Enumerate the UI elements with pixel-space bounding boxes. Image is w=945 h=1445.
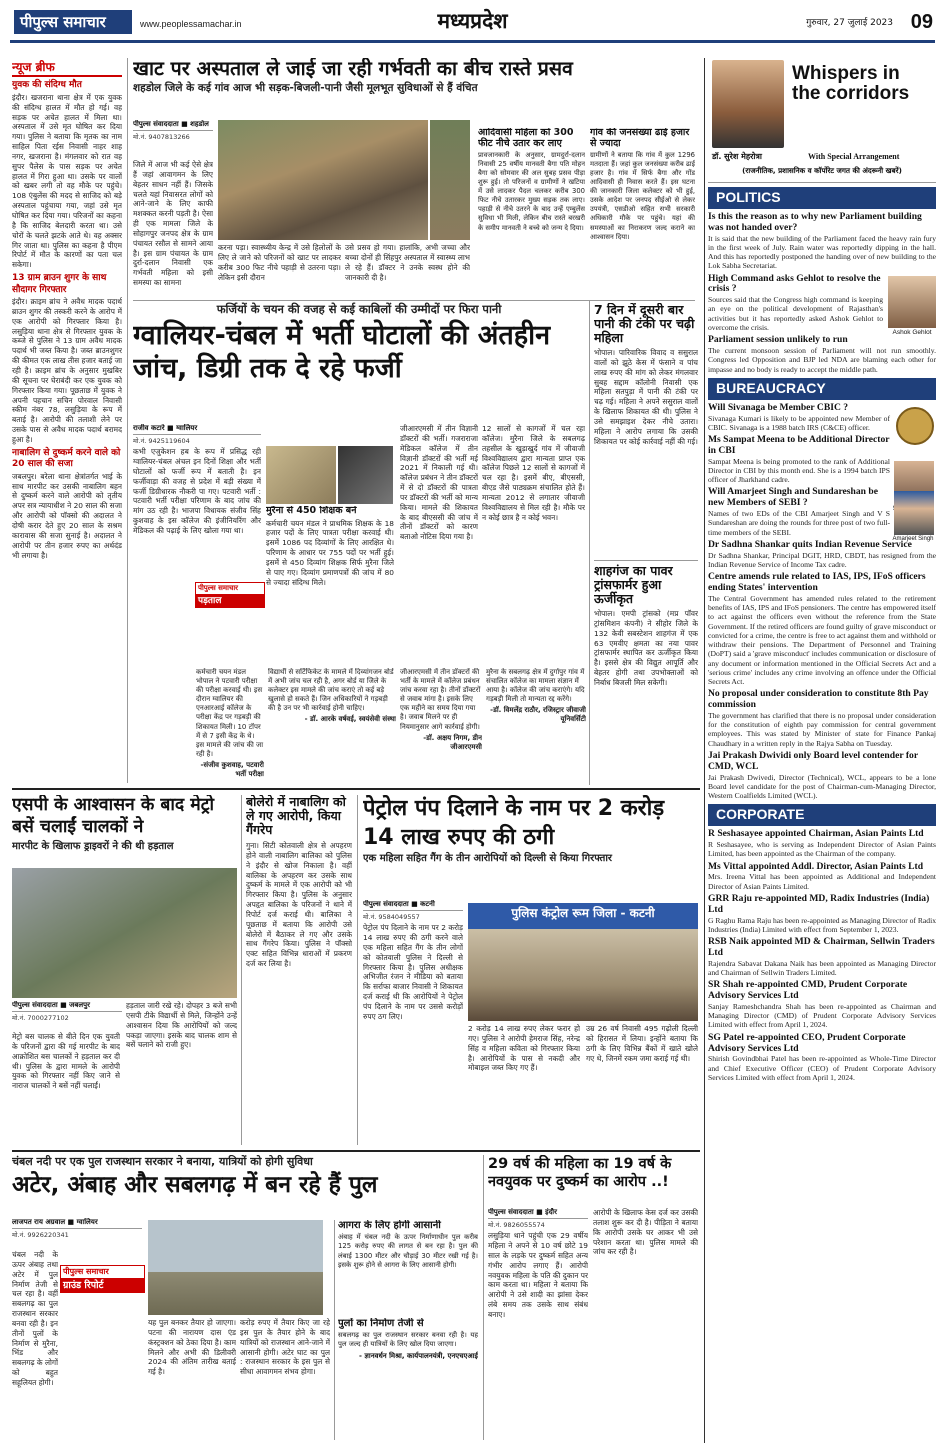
story-headline: शाहगंज का पावर ट्रांसफार्मर हुआ ऊर्जीकृत <box>594 564 673 606</box>
reporter-mobile: मो.नं. 9826055574 <box>488 1220 545 1229</box>
corporate-item-body: Shirish Govindbhai Patel has been re-appointed as Whole-Time Director and Chief Executive Officer (CEO) of Prudent Corporate Advisory Services Limited with effect from April 1, 2024. <box>708 1054 936 1082</box>
ground-report-badge <box>60 1265 145 1299</box>
byline: लाजपत राय अग्रवाल ■ ग्वालियर <box>12 1218 142 1229</box>
bureaucracy-item-headline: Dr Sadhna Shankar quits Indian Revenue Service <box>708 538 912 550</box>
box-body: अंबाह में चंबल नदी के ऊपर निर्माणाधीन पुल करीब 125 करोड़ रुपए की लागत से बन रहा है। पुल की लंबाई 1300 मीटर और चौड़ाई 30 मीटर रखी गई है। इसके शुरू होने से आगरा के लिए आसानी होगी। <box>338 1233 478 1269</box>
quote-text: मुरैना के सबलगढ़ क्षेत्र में दुर्गापुर गांव में संचालित कॉलेज का मामला संज्ञान में आया है। कॉलेज की जांच कराएंगे। यदि गड़बड़ी मिली तो मान्यता रद्द करेंगे। <box>486 668 585 704</box>
expert-quote <box>486 668 586 782</box>
quote-signature: -संजीव कुशवाह, पटवारी भर्ती परीक्षा <box>200 760 264 779</box>
brief-body: इंदौर। क्राइम ब्रांच ने अवैध मादक पदार्थ ब्राउन शुगर की तस्करी करने के आरोप में एक आरोपी को गिरफ्तार किया है। लसुड़िया थाना क्षेत्र से गिरफ्तार युवक के कब्जे से पुलिस ने 13 ग्राम अवैध मादक पदार्थ भी जब्त किया है। जब्त ब्राउनशुगर की कीमत एक लाख तीस हजार बताई जा रही है। क्राइम ब्रांच के अनुसार मुखबिर की सूचना पर घेराबंदी कर एक युवक को गिरफ्तार किया गया। पूछताछ में युवक ने अपनी पहचान सचिन पोरवाल निवासी स्कीम नंबर 78, लसुड़िया के रूप में बताई है। आरोपी की तलाशी लेने पर उसके पास से अवैध मादक पदार्थ बरामद हुआ है। <box>12 297 122 444</box>
box-body: ग्रामीणों ने बताया कि गांव में कुल 1296 मतदाता हैं। जहां कुल जनसंख्या करीब ढाई हजार है। गांव में सिर्फ बैगा और गोंड आदिवासी ही निवास करते हैं। इस घटना की जानकारी जिला कलेक्टर को भी हुई, उसके आदेश पर जनपद सीईओ से लेकर उपयंत्री, एसडीओ सहित सभी सरकारी अधिकारी मौके पर पहुंचे। यहां की समस्याओं का निराकरण जल्द कराने का आश्वासन दिया। <box>590 151 695 241</box>
bureaucracy-header: BUREAUCRACY <box>708 378 936 400</box>
story-woman-water-tank <box>594 303 698 553</box>
byline: पीपुल्स संवाददाता ■ कटनी <box>363 900 463 911</box>
story-recruitment-scam <box>133 302 585 422</box>
story-body-col: यह पुल बनकर तैयार हो जाएगा। पटना की नारायण दास एंड कंस्ट्रक्शन को ठेका दिया है। काम मिलने और अभी की डिलीवरी 2024 की अंतिम तारीख बताई गई है। <box>148 1318 236 1377</box>
bureaucracy-item-headline: Will Sivanaga be Member CBIC ? <box>708 401 849 413</box>
story-body-col: लसुड़िया थाने पहुंची एक 29 वर्षीय महिला ने अपने से 10 वर्ष छोटे 19 साल के लड़के पर दुष्कर्म सहित अन्य गंभीर आरोप लगाए हैं। आरोपी नवयुवक महिला के पति की दुकान पर काम करता था। महिला ने बताया कि आरोपी ने उसे शादी का झांसा देकर लंबे समय तक उसके साथ संबंध बनाए। <box>488 1231 588 1320</box>
bureaucracy-item-body: The government has clarified that there is no proposal under consideration for the constitution of eighth pay commission for central government employees. This was stated by Minister of state for Finance Pankaj Chaudhary in a written reply in the Rajya Sabha on Tuesday. <box>708 710 936 748</box>
masthead <box>0 0 945 46</box>
story-chambal-bridges <box>12 1155 482 1215</box>
story-body-col: पेट्रोल पंप दिलाने के नाम पर 2 करोड़ 14 लाख रुपए की ठगी करने वाले एक महिला सहित गैंग के तीन लोगों को कोतवाली पुलिस ने दिल्ली से गिरफ्तार किया है। पुलिस अधीक्षक अभिजीत रंजन ने मीडिया को बताया कि सर्राफा बाजार निवासी ने शिकायत दर्ज कराई थी कि आरोपियों ने पेट्रोल पंप दिलाने के नाम पर उससे करोड़ों रुपए ठग लिए। <box>363 923 463 1021</box>
politics-item-headline: High Command asks Gehlot to resolve the crisis ? <box>708 272 881 295</box>
box-body: सबलगढ़ का पुल राजस्थान सरकार बनवा रही है। यह पुल जल्द ही यात्रियों के लिए खोल दिया जाएगा। <box>338 1331 478 1349</box>
box-headline: पुलों का निर्माण तेजी से <box>338 1318 424 1329</box>
whispers-column <box>708 58 936 1443</box>
brief-headline: नाबालिग से दुष्कर्म करने वाले को 20 साल की सजा <box>12 447 121 470</box>
story-box <box>478 128 585 293</box>
quote-signature: - ज्ञानवर्धन मिश्रा, कार्यपालनयंत्री, एनएचएआई <box>359 1351 478 1360</box>
story-headline: बोलेरो में नाबालिग को ले गए आरोपी, किया गैंगरेप <box>246 795 346 837</box>
story-subhead: एक महिला सहित गैंग के तीन आरोपियों को दिल्ली से किया गिरफ्तार <box>363 853 613 865</box>
badge-label: ग्राउंड रिपोर्ट <box>60 1279 145 1293</box>
corporate-item-body: R Seshasayee, who is serving as Independent Director of Asian Paints Limited, has been appointed as the Chairman of the company. <box>708 840 936 859</box>
corporate-item-body: Rajendra Sabavat Dakana Naik has been appointed as Managing Director and Chairman of Sellwin Traders Limited. <box>708 958 936 978</box>
photo-bridge-pillars <box>148 1220 323 1315</box>
quote-text: जीआरएमसी में तीन डॉक्टरों की भर्ती के मामले में कॉलेज प्रबंधन जांच करवा रहा है। तीनों डॉक्टरों से जवाब मांगा है। इसके लिए एक महीने का समय दिया गया है। जवाब मिलने पर ही नियमानुसार आगे कार्रवाई होगी। <box>400 668 481 731</box>
expert-quote <box>400 668 482 782</box>
story-headline: ग्वालियर-चंबल में भर्ती घोटालों की अंतहीन जांच, डिग्री तक दे रहे फर्जी <box>133 319 551 384</box>
story-body-col: उम्र 26 वर्ष निवासी 495 गढ़ोली दिल्ली को हिरासत में लिया। इन्होंने बताया कि ठगी के लिए विभिन्न बैंकों में खाते खोले गए थे, जिनमें रकम जमा कराई गई थी। <box>586 1024 698 1063</box>
corporate-item-body: Mrs. Ireena Vittal has been appointed as Additional and Independent Director of Asian Paints Limited. <box>708 872 936 891</box>
story-bolero-case <box>246 795 352 1145</box>
photo-stack-of-files <box>266 446 336 504</box>
expert-quote <box>268 668 396 782</box>
corporate-item-headline: RSB Naik appointed MD & Chairman, Sellwin Traders Ltd <box>708 936 935 958</box>
columnist-photo <box>712 60 784 148</box>
politics-item-headline: Is this the reason as to why new Parliament building was not handed over? <box>708 210 922 233</box>
brief-headline: 13 ग्राम ब्राउन शुगर के साथ सौदागर गिरफ्तार <box>12 273 107 295</box>
corporate-item-headline: Ms Vittal appointed Addl. Director, Asian Paints Ltd <box>708 860 924 872</box>
brief-item <box>12 448 122 561</box>
badge-label: पड़ताल <box>195 595 265 609</box>
story-body-col: उसे प्रसव हो गया। हालांकि, अभी जच्चा और बच्चा दोनों ही सिंहपुर अस्पताल में स्वास्थ्य लाभ ले रहे हैं। डॉक्टर ने उनके स्वस्थ होने की जानकारी दी है। <box>345 243 470 282</box>
bureaucracy-item-body: Sivanaga Kumari is likely to be appointed new Member of CBIC. Sivanaga is a 1988 batch IRS (C&CE) officer. <box>708 413 890 432</box>
photo-villagers-carrying-cot <box>218 120 428 240</box>
story-body-col: करोड़ रुपए में तैयार किए जा रहे इस पुल के तैयार होने के बाद यात्रियों को राजस्थान आने-जाने में आसानी होगी। अटेर घाट का पुल : राजस्थान सरकार के इस पुल से सीधा आवागमन संभव होगा। <box>240 1318 330 1377</box>
bureaucracy-item-headline: No proposal under consideration to constitute 8th Pay commission <box>708 688 929 711</box>
sidebar-mini-story <box>266 506 394 666</box>
expert-quote <box>196 668 264 782</box>
byline: पीपुल्स संवाददाता ■ शहडोल <box>133 120 213 131</box>
story-text: जीआरएमसी में तीन विज्ञानी डॉक्टरों की भर्ती। गजराराजा मेडिकल कॉलेज में तीन विज्ञानी डॉक्टरों की भर्ती मई 2021 में निकाली गई थी। कॉलेज प्रबंधन ने तीन डॉक्टरों में से दो डॉक्टरों की पात्रता पर डॉक्टरों की भर्ती को मान्य किया। मामले की शिकायत के बाद बीएससी की जांच में तीनों डॉक्टरों को कारण बताओ नोटिस दिया गया है। <box>400 424 478 542</box>
story-petrol-pump-fraud <box>363 795 698 895</box>
investigation-badge <box>195 582 265 612</box>
corporate-item-headline: R Seshasayee appointed Chairman, Asian Paints Ltd <box>708 828 924 840</box>
box-body: प्रावजानकारी के अनुसार, ग्रामदुर्रा-दलान निवासी 25 वर्षीय मानवती बैगा पति मोहन बैगा को सोमवार की अल सुबह प्रसव पीड़ा शुरू हुई। तो परिजनों व ग्रामीणों ने खटिया में उसे लादकर पैदल चलकर करीब 300 फिट नीचे उतारकर मुख्य सड़क तक लाए। पहाड़ी से नीचे उतरने के बाद उन्हें एम्बुलेंस सुविधा भी मिली, लेकिन बीच रास्ते बरखरी के समीप मानवती ने बच्चे को जन्म दे दिया। <box>478 151 585 232</box>
photo-police-press-conference <box>468 903 698 1021</box>
quote-text: कर्मचारी चयन मंडल भोपाल ने पटवारी परीक्षा की परीक्षा करवाई थी। इस दौरान ग्वालियर की एनआरआई कॉलेज के परीक्षा केंद्र पर गड़बड़ी की शिकायत मिली। 10 टॉपर में से 7 इसी केंद्र के थे। इस मामले की जांच की जा रही है। <box>196 668 264 758</box>
story-woman-accusation <box>488 1155 698 1205</box>
reporter-mobile: मो.नं. 9425119604 <box>133 436 190 445</box>
bureaucracy-item-body: The Central Government has amended rules related to the retirement benefits of IAS, IPS and IFoS pensioners. The centre has empowered itself to act against the officers even without the reference from the State Government. If the retired officers are found guilty of grave misconduct or convicted for a crime, the centre is free to act against them and withhold or withdraw their pensions. The Department of Personnel and Training (DoPT) said a 'grave misconduct' includes communication or disclosure of any document or information mentioned in the Official Secrets Act and a 'serious crime' includes any crime involving an offence under the Official Secrets Act. <box>708 593 936 687</box>
photo-caption: Ashok Gehlot <box>892 328 932 336</box>
issue-date: गुरुवार, 27 जुलाई 2023 <box>806 18 893 28</box>
politics-item-headline: Parliament session unlikely to run <box>708 334 848 346</box>
police-banner-text: पुलिस कंट्रोल रूम जिला - कटनी <box>511 906 655 920</box>
story-body-col: कर्मचारी चयन मंडल ने प्राथमिक शिक्षक के 18 हजार पदों के लिए पात्रता परीक्षा करवाई थी। इसमें 1086 पद दिव्यांगों के लिए आरक्षित थे। परिणाम के आधार पर 755 पदों पर भर्ती हुई। इसमें से 450 दिव्यांग शिक्षक सिर्फ मुरैना जिले से पाए गए। दिव्यांग प्रमाणपत्रों की जांच में 80 से ज्यादा संदिग्ध मिले। <box>266 518 394 587</box>
bureaucracy-item-headline: Ms Sampat Meena to be Additional Director in CBI <box>708 434 890 456</box>
badge-brand: पीपुल्स समाचार <box>60 1265 145 1279</box>
story-body-col <box>482 424 585 664</box>
ashok-gehlot-photo <box>888 276 936 328</box>
brief-headline: युवक की संदिग्ध मौत <box>12 80 82 91</box>
section-title: मध्यप्रदेश <box>437 9 508 33</box>
news-brief-column <box>12 60 122 770</box>
brief-body: जबलपुर। बरेला थाना क्षेत्रांतर्गत भाई के साथ मारपीट कर उसकी नाबालिग बहन से दुष्कर्म करने वाले आरोपी को तृतीय अपर सत्र न्यायाधीश ने 20 साल की सजा और आरोपी को पॉक्सो की अदालत ने दोषी करार देते हुए 20 साल के सश्रम कारावास की सजा सुनाई है। अदालत ने आरोपी पर तीन हजार रुपए का अर्थदंड भी लगाया है। <box>12 471 122 560</box>
badge-brand: पीपुल्स समाचार <box>195 582 265 595</box>
story-text: 12 सालों से कागजों में चल रहा कॉलेज। मुरैना जिले के सबलगढ़ तहसील के खुड़ाखुर्द गांव में जीवाजी विश्वविद्यालय द्वारा मान्यता प्राप्त एक कॉलेज पिछले 12 सालों से कागजों में चल रहा है। इसमें बीए, बीएससी, बीएड जैसे पाठ्यक्रम संचालित होते हैं। मान्यता 2012 से लगातार जीवाजी विश्वविद्यालय से मिल रही है। मौके पर न कोई छात्र है न कोई भवन। <box>482 424 585 522</box>
whispers-title: Whispers in the corridors <box>792 63 910 104</box>
story-transformer <box>594 564 698 784</box>
story-headline: 7 दिन में दूसरी बार पानी की टंकी पर चढ़ी महिला <box>594 303 695 345</box>
website-url[interactable]: www.peoplessamachar.in <box>140 19 242 29</box>
bureaucracy-item-headline: Jai Prakash Dwividi only Board level contender for CMD, WCL <box>708 749 918 772</box>
story-body-col: आरोपी के खिलाफ केस दर्ज कर उसकी तलाश शुरू कर दी है। पीड़िता ने बताया कि आरोपी उसके घर आकर भी उसे परेशान करता था। पुलिस मामले की जांच कर रही है। <box>593 1208 698 1257</box>
story-headline: अटेर, अंबाह और सबलगढ़ में बन रहे हैं पुल <box>12 1172 378 1199</box>
politics-item-body: It is said that the new building of the Parliament faced the heavy rain fury in the first week of July. Rain water was reportedly dipping in the hall. And this has reportedly postponed the handing over of new building to the Lok Sabha Secretariat. <box>708 233 936 271</box>
bureaucracy-item-body: Jai Prakash Dwivedi, Director (Technical), WCL, appears to be a lone Board level candidate for the post of Chairman-cum-Managing Director, Western Coalfields Limited (WCL). <box>708 772 936 801</box>
bureaucracy-item-headline: Centre amends rule related to IAS, IPS, IFoS officers ending States' intervention <box>708 571 926 593</box>
story-kicker: चंबल नदी पर एक पुल राजस्थान सरकार ने बनाया, यात्रियों को होगी सुविधा <box>12 1155 313 1168</box>
box-headline: गांव की जनसंख्या ढाई हजार से ज्यादा <box>590 128 690 149</box>
news-brief-label: न्यूज ब्रीफ <box>12 60 122 77</box>
bureaucracy-item-body: Sampat Meena is being promoted to the rank of Additional Director in CBI by this month end. She is a 1994 batch IPS officer of Jharkhand cadre. <box>708 456 890 485</box>
column-tagline: (राजनीतिक, प्रशासनिक व कॉर्पोरेट जगत की अंदरूनी खबरें) <box>742 166 902 175</box>
story-subhead: मारपीट के खिलाफ ड्राइवरों ने की थी हड़ताल <box>12 840 174 852</box>
story-body: भोपाल। पारिवारिक विवाद व ससुराल वालों को झूठे केस में फंसाने व पांच लाख रुपए की मांग को लेकर मंगलवार सुबह सद्दाम कॉलोनी निवासी एक महिला सतपुड़ा में पानी की टंकी पर चढ़ गई। महिला ने अपने ससुराल वालों के खिलाफ शिकायत की थी। पुलिस ने उसे समझाइश देकर नीचे उतारा। महिला ने आरोप लगाया कि उसकी शिकायत पर कोई कार्रवाई नहीं की गई। <box>594 348 698 446</box>
bureaucracy-item-body: Names of two EDs of the CBI Amarjeet Singh and V S Sundareshan are doing the rounds for three post of two full-time members of the SEBI. <box>708 509 890 537</box>
story-body-col: करना पड़ा। स्वास्थ्यीय केन्द्र में उसे हिलोलों के लिए ले जाने को परिजनों को खाट पर लादकर करीब 300 फिट नीचे पहाड़ी से उतरना पड़ा। लेकिन इसी दौरान <box>218 243 341 282</box>
story-body-col: 2 करोड़ 14 लाख रुपए लेकर फरार हो गए। पुलिस ने आरोपी हेमराज सिंह, नरेन्द्र सिंह व महिला कविता को गिरफ्तार किया है। आरोपियों के पास से नकदी और मोबाइल जब्त किए गए हैं। <box>468 1024 580 1073</box>
story-headline: 29 वर्ष की महिला का 19 वर्ष के नवयुवक पर दुष्कर्म का आरोप ..! <box>488 1156 672 1191</box>
story-body-col: चंबल नदी के ऊपर अंबाह तथा अटेर में पुल निर्माण तेजी से चल रहा है। वहीं सबलगढ़ का पुल राजस्थान सरकार बनवा रही है। इन तीनों पुलों के निर्माण से मुरैना, भिंड और सबलगढ़ के लोगों को बहुत सहूलियत होगी। <box>12 1250 58 1387</box>
amarjeet-singh-photo <box>894 491 934 535</box>
corporate-header: CORPORATE <box>708 804 936 826</box>
brief-item <box>12 80 122 270</box>
quote-signature: -डॉ. विमलेंद्र राठौर, रजिस्ट्रार जीवाजी यूनिवर्सिटी <box>490 706 586 724</box>
story-body: भोपाल। एमपी ट्रांसको (मप्र पॉवर ट्रांसमिशन कंपनी) ने सीहोर जिले के 132 केवी सबस्टेशन शाहगंज में एक 63 एमवीए क्षमता का नया पावर ट्रांसफार्मर स्थापित कर ऊर्जीकृत किया है। इससे क्षेत्र की विद्युत आपूर्ति और बेहतर होगी तथा उपभोक्ताओं को निर्बाध बिजली मिल सकेगी। <box>594 609 698 687</box>
story-box <box>338 1220 478 1315</box>
story-box <box>590 128 695 293</box>
photo-bus-drivers-protest <box>12 868 237 998</box>
politics-item-body: The current monsoon session of Parliament will not run smoothly. Congress led Opposition and BJP led NDA are blaming each other for impasse and no body is ready to accept the middle path. <box>708 346 936 374</box>
story-kicker: फर्जियों के चयन की वजह से कई काबिलों की उम्मीदों पर फिरा पानी <box>216 302 502 316</box>
corporate-item-headline: SG Patel re-appointed CEO, Prudent Corporate Advisory Services Ltd <box>708 1031 906 1054</box>
reporter-mobile: मो.नं. 9584049557 <box>363 912 420 921</box>
corporate-item-headline: GRR Raju re-appointed MD, Radix Industries (India) Ltd <box>708 892 930 915</box>
politics-header: POLITICS <box>708 187 936 209</box>
story-body-col: मेट्रो बस चालक से बीते दिन एक युवती के परिजनों द्वारा की गई मारपीट के बाद आक्रोशित बस चालकों ने हड़ताल कर दी थी। पुलिस के द्वारा मामले के आरोपी युवक को गिरफ्तार नहीं किए जाने से नाराज चालकों ने बसें नहीं चलाईं। <box>12 1032 120 1091</box>
box-headline: आगरा के लिए होगी आसानी <box>338 1220 441 1231</box>
story-body-col <box>400 424 478 664</box>
byline: पीपुल्स संवाददाता ■ जबलपुर <box>12 1001 122 1012</box>
story-body-col: हड़ताल जारी रखे रहे। दोपहर 3 बजे सभी एसपी टीके विद्यार्थी से मिले, जिन्होंने उन्हें आश्वासन दिया कि आरोपियों को जल्द पकड़ा जाएगा। इसके बाद चालक शाम से बसें चलाने को राजी हुए। <box>126 1001 237 1050</box>
quote-signature: - डॉ. आरके वर्षवई, स्वयंसेवी संस्था <box>304 715 396 724</box>
box-headline: आदिवासी महिला को 300 फीट नीचे उतार कर लाए <box>478 128 574 149</box>
story-body-col: कभी एजुकेशन हब के रूप में प्रसिद्ध रही ग्वालियर-चंबल अंचल इन दिनों शिक्षा और भर्ती घोटालों को फर्जी रूप में बताती है। इन फर्जीवाड़ा की वजह से प्रदेश में बड़ी संख्या में फर्जी डिग्रीधारक नौकरी पा गए। पटवारी भर्ती : पटवारी भर्ती परीक्षा परिणाम के बाद जांच की मांग उठ रही है। भाजपा विधायक संजीव सिंह कुशवाह के इस कॉलेज की इंजीनियरिंग और मेडिकल की पढ़ाई के लिए खोला गया था। <box>133 447 261 536</box>
story-body-col: जिले में आज भी कई ऐसे क्षेत्र हैं जहां आवागमन के लिए बेहतर साधन नहीं हैं। जिसके चलते यहां निवासरत लोगों को आने-जाने के लिए काफी मशक्कत करनी पड़ती है। ऐसा ही एक मामला जिले के सोहागपुर जनपद क्षेत्र के ग्राम पंचायत रसौल से सामने आया है। इस ग्राम पंचायत के ग्राम दुर्रा-दलान निवासी एक गर्भवती महिला को इसी समस्या का सामना <box>133 160 213 288</box>
story-subhead: शहडोल जिले के कई गांव आज भी सड़क-बिजली-पानी जैसी मूलभूत सुविधाओं से हैं वंचित <box>133 81 478 94</box>
bureaucracy-item-body: Dr Sadhna Shankar, Principal DGIT, HRD, CBDT, has resigned from the Indian Revenue Service of Income Tax cadre. <box>708 550 936 569</box>
photo-graduation-cap <box>338 446 393 504</box>
byline: राजीव कटारे ■ ग्वालियर <box>133 424 261 435</box>
brand-logo: पीपुल्स समाचार <box>14 10 132 34</box>
byline: पीपुल्स संवाददाता ■ इंदौर <box>488 1208 588 1219</box>
story-headline: एसपी के आश्वासन के बाद मेट्रो बसें चलाईं चालकों ने <box>12 795 215 837</box>
brief-body: इंदौर। खजराना थाना क्षेत्र में एक युवक की संदिग्ध हालत में मौत हो गई। वह सड़क पर अचेत हालत में मिला था। अस्पताल में उसे मृत घोषित कर दिया गया। पुलिस ने बताया कि मृतक का नाम साहिल पिता रईस निवासी नाहर शाह नगर, खजराना है। मंगलवार को रात वह सुपर पैलेस के पास सड़क पर अचेत हालत में गिरा हुआ था। उसके पर वालों को खबर लगी तो वह मौके पर पहुंचे। 108 एंबुलेंस की मदद से साजिद को बड़े अस्पताल पहुंचाया गया, जहां उसे मृत घोषित कर दिया गया। परिजनों का कहना है कि साजिद बेलदारी करता था। उसे चोरों के चलते झटके आते थे। वह अक्सर गिर जाता था। पुलिस का कहना है पीएम रिपोर्ट में मौत के कारणों का पता चल सकेगा। <box>12 92 122 270</box>
whispers-header <box>708 58 936 183</box>
page-number: 09 <box>910 11 933 33</box>
story-metro-bus <box>12 795 234 865</box>
cbic-emblem-icon <box>896 407 934 445</box>
corporate-item-body: Sanjay Rameshchandra Shah has been re-appointed as Chairman and Managing Director (CMD) of Prudent Corporate Advisory Services Limited with effect from April 1, 2024. <box>708 1001 936 1030</box>
bureaucracy-item-headline: Will Amarjeet Singh and Sundareshan be new Members of SEBI ? <box>708 486 878 509</box>
quote-text: विद्यार्थी से सर्टिफिकेट के मामले में दिव्यांगजन बोर्ड में अभी जांच चल रही है, अगर बोर्ड या जिले के कलेक्टर इस मामले की जांच कराएं तो कई बड़े खुलासे हो सकते हैं। जिन अधिकारियों ने गड़बड़ी की है उन पर भी कार्रवाई होनी चाहिए। <box>268 668 394 713</box>
corporate-item-body: G Raghu Rama Raju has been re-appointed as Managing Director of Radix Industries (India) Limited with effect from September 1, 2023. <box>708 915 936 934</box>
quote-signature: -डॉ. अक्षय निगम, डीन जीआरएमसी <box>423 733 482 751</box>
story-headline: पेट्रोल पंप दिलाने के नाम पर 2 करोड़ 14 लाख रुपए की ठगी <box>363 796 665 850</box>
story-box <box>338 1318 478 1440</box>
reporter-mobile: मो.नं. 9407813266 <box>133 132 190 141</box>
corporate-item-headline: SR Shah re-appointed CMD, Prudent Corporate Advisory Services Ltd <box>708 979 908 1002</box>
columnist-name: डॉ. सुरेश मेहरोत्रा <box>712 152 762 161</box>
story-body: गुना। सिटी कोतवाली क्षेत्र से अपहरण होने वाली नाबालिग बालिका को पुलिस ने इंदौर से खोज निकाला है। वहीं बालिका के अपहरण कर उसके साथ दुष्कर्म के मामले में एक आरोपी को भी गिरफ्तार किया है। पुलिस के अनुसार अपहृत बालिका के परिजनों ने थाने में रिपोर्ट दर्ज कराई थी। बालिका ने पूछताछ में बताया कि आरोपी उसे बोलेरो में बैठाकर ले गए और उसके साथ गैंगरेप किया। पुलिस ने पॉक्सो एक्ट सहित विभिन्न धाराओं में प्रकरण दर्ज कर लिया है। <box>246 841 352 969</box>
politics-item-body: Sources said that the Congress high command is keeping an eye on the political development of Rajasthan's activities but it has reportedly asked Ashok Gehlot to overcome the crisis. <box>708 295 883 332</box>
reporter-mobile: मो.नं. 9926220341 <box>12 1230 69 1239</box>
brief-item <box>12 273 122 445</box>
photo-caption: Amarjeet Singh <box>892 536 934 543</box>
photo-rocky-path <box>430 120 470 240</box>
reporter-mobile: मो.नं. 7000277102 <box>12 1013 69 1022</box>
mini-headline: मुरैना से 450 शिक्षक बने <box>266 506 357 516</box>
story-headline: खाट पर अस्पताल ले जाई जा रही गर्भवती का बीच रास्ते प्रसव <box>133 58 573 80</box>
special-arrangement: With Special Arrangement <box>808 152 900 161</box>
